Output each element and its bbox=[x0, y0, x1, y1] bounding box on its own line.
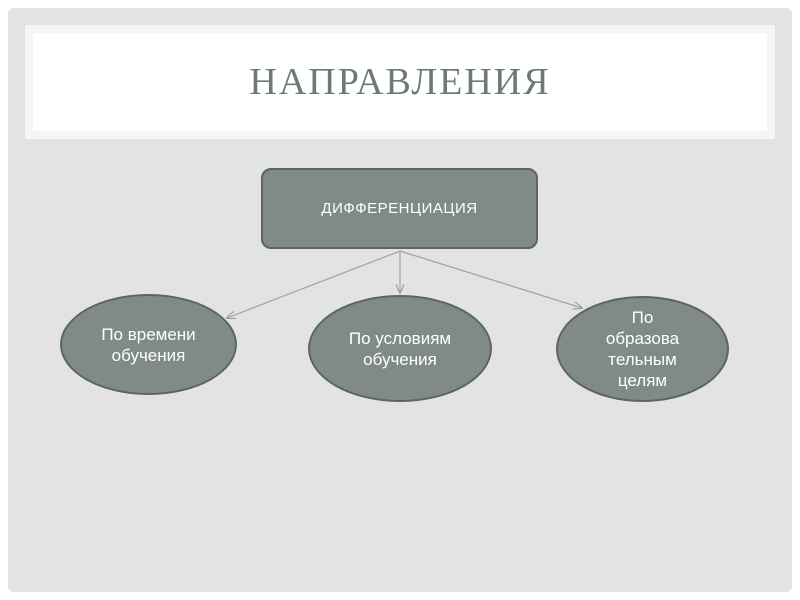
child-node-conditions-label: По условиям обучения bbox=[348, 328, 452, 369]
root-node bbox=[261, 168, 538, 249]
slide-title: НАПРАВЛЕНИЯ bbox=[249, 61, 551, 103]
child-node-conditions bbox=[308, 295, 492, 402]
child-node-goals bbox=[556, 296, 729, 402]
child-node-time bbox=[60, 294, 237, 395]
child-node-goals-label: По образова тельным целям bbox=[605, 308, 680, 390]
root-node-label: ДИФФЕРЕНЦИАЦИЯ bbox=[321, 200, 478, 217]
child-node-time-label: По времени обучения bbox=[101, 324, 196, 365]
